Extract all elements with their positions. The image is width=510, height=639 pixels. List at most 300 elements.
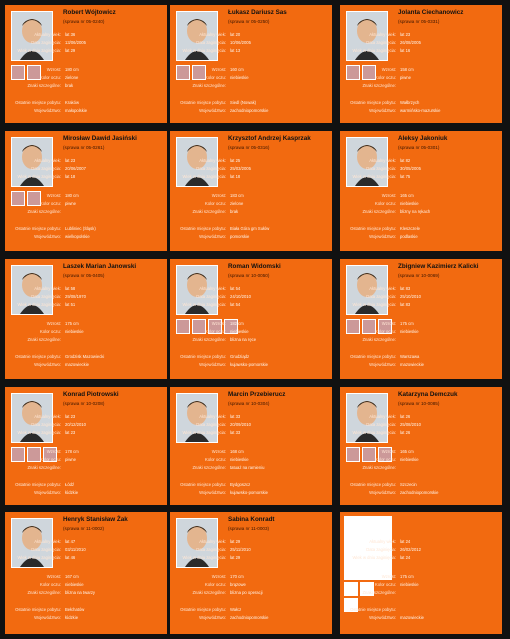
field-value: 158 cm (400, 67, 414, 72)
field-value: lat 33 (230, 430, 241, 435)
person-name: Marcin Przebierucz (228, 391, 286, 398)
field-value: 30/05/2005 (400, 166, 421, 171)
field-value: Warszawa (400, 354, 420, 359)
field-label: Data zaginięcia: (196, 422, 226, 427)
info-row (340, 590, 502, 598)
field-label: Data zaginięcia: (31, 166, 61, 171)
info-row (170, 449, 332, 457)
info-row (170, 302, 332, 310)
person-card[interactable] (340, 259, 502, 379)
field-label: Wzrost: (381, 574, 396, 579)
info-row (5, 48, 167, 56)
field-value: kujawsko-pomorskie (230, 490, 268, 495)
field-label: Aktualny wiek: (34, 286, 61, 291)
info-row (5, 75, 167, 83)
field-value: 180 cm (65, 193, 79, 198)
field-label: Wiek w dniu zaginięcia: (182, 302, 226, 307)
person-name: Zbigniew Kazimierz Kalicki (398, 263, 479, 270)
field-label: Wiek w dniu zaginięcia: (17, 174, 61, 179)
field-label: Aktualny wiek: (199, 286, 226, 291)
field-value: Bełchatów (65, 607, 85, 612)
info-row (170, 193, 332, 201)
info-row (5, 32, 167, 40)
info-row (5, 158, 167, 166)
field-value: blizna na ręce (230, 337, 257, 342)
person-card[interactable] (170, 259, 332, 379)
field-value: niebieskie (65, 582, 84, 587)
info-row (170, 174, 332, 182)
person-name: Laszek Marian Janowski (63, 263, 137, 270)
case-number: (sprawa nr 11-0002) (63, 526, 105, 531)
field-value: Szczecin (400, 482, 417, 487)
info-row (340, 354, 502, 362)
info-row (5, 337, 167, 345)
info-row (340, 607, 502, 615)
info-row (5, 100, 167, 108)
field-value: łódzkie (65, 615, 79, 620)
field-label: Aktualny wiek: (369, 32, 396, 37)
case-number: (sprawa nr 05-0261) (63, 145, 105, 150)
field-value: lat 26 (400, 430, 411, 435)
field-label: Ostatnie miejsce pobytu: (180, 226, 226, 231)
person-name: Robert Wójtowicz (63, 9, 116, 16)
info-row (5, 539, 167, 547)
info-row (340, 490, 502, 498)
field-value: Bydgoszcz (230, 482, 251, 487)
info-row (170, 48, 332, 56)
field-value: 165 cm (400, 193, 414, 198)
field-value: mazowieckie (400, 362, 424, 367)
field-value: lat 29 (230, 539, 241, 544)
info-row (340, 294, 502, 302)
field-label: Data zaginięcia: (196, 166, 226, 171)
info-row (5, 354, 167, 362)
info-row (5, 209, 167, 217)
field-label: Wzrost: (211, 449, 226, 454)
info-row (5, 193, 167, 201)
field-value: Kraków (65, 100, 79, 105)
field-label: Wzrost: (211, 574, 226, 579)
field-value: lat 13 (230, 48, 241, 53)
info-row (340, 201, 502, 209)
case-number: (sprawa nr 05-0301) (398, 145, 440, 150)
info-row (340, 362, 502, 370)
field-label: Województwo: (369, 234, 396, 239)
field-label: Aktualny wiek: (199, 158, 226, 163)
field-value: 175 cm (400, 574, 414, 579)
info-row (5, 555, 167, 563)
field-label: Wiek w dniu zaginięcia: (352, 302, 396, 307)
person-name: Roman Widomski (228, 263, 281, 270)
field-label: Wzrost: (46, 321, 61, 326)
info-row (5, 615, 167, 623)
person-name: Krzysztof Andrzej Kasprzak (228, 135, 311, 142)
field-label: Ostatnie miejsce pobytu: (15, 100, 61, 105)
info-row (340, 337, 502, 345)
field-label: Data zaginięcia: (366, 547, 396, 552)
field-label: Data zaginięcia: (31, 40, 61, 45)
field-label: Ostatnie miejsce pobytu: (180, 354, 226, 359)
field-label: Data zaginięcia: (366, 166, 396, 171)
info-row (340, 166, 502, 174)
field-value: lat 23 (400, 32, 411, 37)
info-row (5, 547, 167, 555)
field-value: Kleszczele (400, 226, 421, 231)
field-label: Ostatnie miejsce pobytu: (180, 100, 226, 105)
field-value: lat 23 (65, 414, 76, 419)
person-card[interactable] (170, 5, 332, 123)
field-value: zielone (230, 201, 244, 206)
field-value: lat 83 (400, 302, 411, 307)
field-label: Wzrost: (381, 321, 396, 326)
field-value: Siedl (Nowak) (230, 100, 257, 105)
info-row (170, 294, 332, 302)
field-value: Biała Góra gm Sułów (230, 226, 270, 231)
field-label: Wiek w dniu zaginięcia: (182, 555, 226, 560)
info-row (5, 40, 167, 48)
info-row (340, 430, 502, 438)
field-value: tatuaż na ramieniu (230, 465, 265, 470)
case-number: (sprawa nr 10-0050) (228, 273, 270, 278)
info-row (170, 40, 332, 48)
info-row (5, 226, 167, 234)
field-value: brak (65, 83, 74, 88)
person-name: Sabina Konradt (228, 516, 275, 523)
person-card[interactable] (5, 259, 167, 379)
field-label: Województwo: (369, 490, 396, 495)
field-value: piwne (65, 457, 76, 462)
field-value: lat 83 (400, 286, 411, 291)
field-value: lat 24 (400, 555, 411, 560)
field-label: Województwo: (34, 362, 61, 367)
info-row (340, 547, 502, 555)
info-row (5, 422, 167, 430)
field-label: Ostatnie miejsce pobytu: (350, 482, 396, 487)
field-value: 10/06/2005 (230, 40, 251, 45)
field-label: Kolor oczu: (375, 582, 396, 587)
field-label: Data zaginięcia: (196, 547, 226, 552)
info-row (340, 174, 502, 182)
person-card[interactable] (340, 5, 502, 123)
field-label: Ostatnie miejsce pobytu: (15, 226, 61, 231)
field-value: 167 cm (65, 574, 79, 579)
field-label: Ostatnie miejsce pobytu: (180, 607, 226, 612)
field-value: lat 23 (65, 430, 76, 435)
case-number: (sprawa nr 05-0316) (228, 145, 270, 150)
field-value: blizna na twarzy (65, 590, 96, 595)
field-value: 183 cm (230, 193, 244, 198)
person-name: Aleksy Jakoniuk (398, 135, 448, 142)
field-label: Data zaginięcia: (366, 422, 396, 427)
field-value: lat 20 (230, 32, 241, 37)
info-row (340, 286, 502, 294)
field-label: Województwo: (369, 362, 396, 367)
field-label: Aktualny wiek: (34, 32, 61, 37)
field-label: Wiek w dniu zaginięcia: (17, 302, 61, 307)
info-row (5, 321, 167, 329)
field-value: lat 46 (65, 555, 76, 560)
field-label: Data zaginięcia: (31, 422, 61, 427)
field-label: Województwo: (34, 615, 61, 620)
person-card[interactable] (170, 387, 332, 505)
case-number: (sprawa nr 05-0240) (63, 19, 105, 24)
info-row (5, 465, 167, 473)
field-label: Ostatnie miejsce pobytu: (180, 482, 226, 487)
field-value: zielone (65, 75, 79, 80)
field-value: lat 24 (400, 539, 411, 544)
person-card[interactable] (170, 512, 332, 634)
field-label: Wzrost: (46, 449, 61, 454)
info-row (340, 582, 502, 590)
field-value: lat 54 (230, 286, 241, 291)
field-label: Wiek w dniu zaginięcia: (352, 430, 396, 435)
info-row (170, 286, 332, 294)
info-row (170, 158, 332, 166)
field-value: lat 16 (400, 48, 411, 53)
field-value: niebieskie (230, 329, 249, 334)
info-row (340, 329, 502, 337)
field-label: Wiek w dniu zaginięcia: (182, 430, 226, 435)
info-row (340, 83, 502, 91)
info-row (340, 226, 502, 234)
person-card[interactable] (5, 512, 167, 634)
info-row (170, 547, 332, 555)
info-row (340, 615, 502, 623)
field-label: Wzrost: (46, 193, 61, 198)
field-value: warmińsko-mazurskie (400, 108, 441, 113)
field-label: Aktualny wiek: (369, 414, 396, 419)
field-label: Ostatnie miejsce pobytu: (15, 607, 61, 612)
info-row (170, 201, 332, 209)
info-row (170, 75, 332, 83)
field-value: 175 cm (65, 321, 79, 326)
info-row (5, 582, 167, 590)
field-value: 13/06/2005 (65, 40, 86, 45)
field-value: lat 36 (65, 32, 76, 37)
field-label: Kolor oczu: (40, 329, 61, 334)
field-value: 20/12/2010 (65, 422, 86, 427)
field-label: Województwo: (199, 108, 226, 113)
field-label: Znaki szczególne: (192, 465, 226, 470)
info-row (340, 302, 502, 310)
info-row (340, 67, 502, 75)
field-value: blizny na rękach (400, 209, 431, 214)
person-name: Henryk Stanisław Żak (63, 516, 128, 523)
field-value: lat 18 (65, 174, 76, 179)
info-row (5, 490, 167, 498)
field-value: lat 26 (400, 414, 411, 419)
case-number: (sprawa nr 05-0250) (228, 19, 270, 24)
info-row (340, 32, 502, 40)
field-value: kujawsko-pomorskie (230, 362, 268, 367)
field-label: Wzrost: (381, 193, 396, 198)
info-row (170, 32, 332, 40)
field-value: niebieskie (230, 457, 249, 462)
field-value: piwne (400, 75, 411, 80)
field-value: lat 25 (230, 158, 241, 163)
field-value: 160 cm (230, 67, 244, 72)
field-label: Wiek w dniu zaginięcia: (182, 174, 226, 179)
field-value: 20/09/2010 (230, 422, 251, 427)
field-value: 170 cm (230, 574, 244, 579)
info-row (170, 414, 332, 422)
field-label: Ostatnie miejsce pobytu: (350, 354, 396, 359)
field-label: Ostatnie miejsce pobytu: (15, 482, 61, 487)
person-name: Łukasz Dariusz Sas (228, 9, 287, 16)
info-row (170, 582, 332, 590)
field-label: Województwo: (199, 362, 226, 367)
field-value: brązowe (230, 582, 246, 587)
case-number: (sprawa nr 10-0069) (398, 273, 440, 278)
field-label: Wiek w dniu zaginięcia: (352, 555, 396, 560)
info-row (5, 449, 167, 457)
info-row (170, 574, 332, 582)
field-value: Wałbrzych (400, 100, 420, 105)
person-name: Konrad Piotrowski (63, 391, 119, 398)
field-label: Wzrost: (211, 67, 226, 72)
field-label: Kolor oczu: (375, 75, 396, 80)
field-value: 182 cm (230, 321, 244, 326)
info-row (170, 67, 332, 75)
field-value: łódzkie (65, 490, 79, 495)
field-label: Kolor oczu: (375, 329, 396, 334)
field-label: Wzrost: (381, 449, 396, 454)
info-row (340, 48, 502, 56)
info-row (340, 422, 502, 430)
field-label: Aktualny wiek: (34, 539, 61, 544)
field-value: 20/06/2007 (65, 166, 86, 171)
info-row (340, 539, 502, 547)
field-label: Data zaginięcia: (366, 294, 396, 299)
field-value: małopolskie (65, 108, 88, 113)
info-row (5, 482, 167, 490)
person-card[interactable] (170, 131, 332, 251)
person-card[interactable] (5, 387, 167, 505)
field-label: Wiek w dniu zaginięcia: (17, 430, 61, 435)
info-row (5, 457, 167, 465)
info-row (340, 574, 502, 582)
info-row (340, 321, 502, 329)
info-row (170, 457, 332, 465)
case-number: (sprawa nr 10-0085) (398, 401, 440, 406)
field-label: Wzrost: (211, 193, 226, 198)
field-value: Grodzisk Mazowiecki (65, 354, 105, 359)
field-value: lat 51 (65, 302, 76, 307)
info-row (5, 430, 167, 438)
field-value: lat 75 (400, 174, 411, 179)
info-row (340, 465, 502, 473)
info-row (170, 362, 332, 370)
field-label: Znaki szczególne: (362, 465, 396, 470)
info-row (5, 362, 167, 370)
info-row (5, 108, 167, 116)
info-row (5, 286, 167, 294)
field-value: 25/11/2010 (230, 547, 251, 552)
info-row (170, 607, 332, 615)
person-name: Mirosław Dawid Jasiński (63, 135, 137, 142)
field-label: Kolor oczu: (205, 201, 226, 206)
case-number: (sprawa nr 10-0304) (228, 401, 270, 406)
field-value: 178 cm (65, 449, 79, 454)
field-value: niebieskie (400, 582, 419, 587)
field-label: Kolor oczu: (40, 457, 61, 462)
info-row (170, 83, 332, 91)
field-label: Data zaginięcia: (196, 40, 226, 45)
field-label: Kolor oczu: (205, 329, 226, 334)
person-card[interactable] (340, 512, 502, 634)
person-card[interactable] (5, 131, 167, 251)
field-label: Znaki szczególne: (192, 83, 226, 88)
info-row (170, 226, 332, 234)
field-value: lat 18 (230, 174, 241, 179)
field-label: Aktualny wiek: (369, 539, 396, 544)
field-label: Kolor oczu: (40, 582, 61, 587)
field-label: Województwo: (34, 108, 61, 113)
field-label: Wzrost: (211, 321, 226, 326)
info-row (170, 337, 332, 345)
info-row (170, 354, 332, 362)
field-label: Data zaginięcia: (366, 40, 396, 45)
field-value: 175 cm (400, 321, 414, 326)
case-number: (sprawa nr 05-0331) (398, 19, 440, 24)
person-card[interactable] (340, 387, 502, 505)
field-value: brak (230, 209, 239, 214)
info-row (170, 108, 332, 116)
info-row (170, 329, 332, 337)
field-label: Województwo: (369, 615, 396, 620)
field-value: Łódź (65, 482, 75, 487)
field-value: piwne (65, 201, 76, 206)
field-label: Ostatnie miejsce pobytu: (350, 226, 396, 231)
info-row (170, 166, 332, 174)
field-label: Województwo: (34, 234, 61, 239)
field-label: Wiek w dniu zaginięcia: (352, 174, 396, 179)
info-row (5, 67, 167, 75)
info-row (170, 100, 332, 108)
info-row (340, 457, 502, 465)
field-value: niebieskie (65, 329, 84, 334)
field-label: Aktualny wiek: (199, 32, 226, 37)
info-row (170, 490, 332, 498)
field-value: wielkopolskie (65, 234, 90, 239)
field-value: lat 23 (65, 158, 76, 163)
field-label: Znaki szczególne: (27, 590, 61, 595)
field-value: niebieskie (400, 201, 419, 206)
field-label: Aktualny wiek: (369, 158, 396, 163)
info-row (5, 607, 167, 615)
field-value: pomorskie (230, 234, 250, 239)
field-label: Kolor oczu: (205, 75, 226, 80)
info-row (5, 83, 167, 91)
field-value: zachodniopomorskie (230, 108, 269, 113)
info-row (5, 329, 167, 337)
info-row (340, 234, 502, 242)
field-value: 26/02/2012 (400, 547, 421, 552)
field-value: lat 33 (230, 414, 241, 419)
field-label: Kolor oczu: (375, 201, 396, 206)
info-row (170, 422, 332, 430)
field-value: lat 29 (230, 555, 241, 560)
info-row (170, 555, 332, 563)
info-row (340, 209, 502, 217)
person-card[interactable] (5, 5, 167, 123)
field-value: 25/03/2005 (230, 166, 251, 171)
field-label: Kolor oczu: (40, 75, 61, 80)
field-label: Znaki szczególne: (27, 337, 61, 342)
person-card[interactable] (340, 131, 502, 251)
field-value: zachodniopomorskie (400, 490, 439, 495)
field-value: Grudziądz (230, 354, 250, 359)
